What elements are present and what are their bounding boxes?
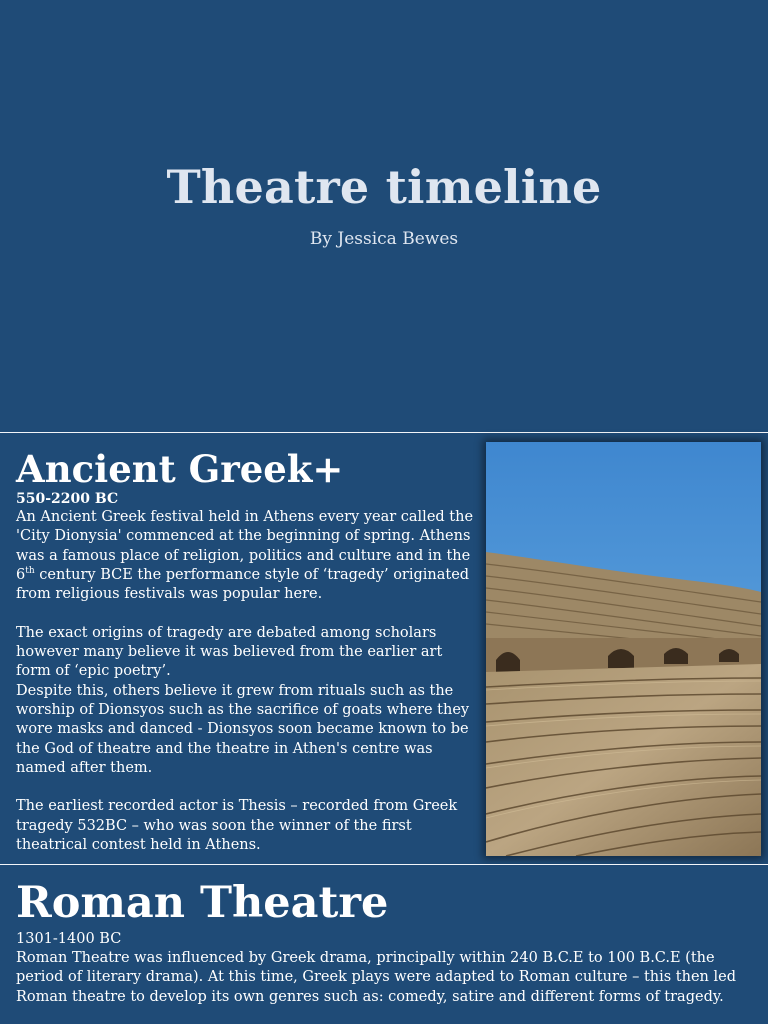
author-subtitle: By Jessica Bewes (309, 229, 459, 249)
title-slide (0, 0, 768, 432)
section-heading: Ancient Greek+ (16, 447, 344, 491)
section-dates: 550-2200 BC (16, 491, 119, 507)
paragraph: The earliest recorded actor is Thesis – recorded from Greek tragedy 532BC – who was soon the winner of the first theatrical contest held in Athens. (16, 798, 458, 854)
paragraph-text: An Ancient Greek festival held in Athens every year called the 'City Dionysia' commenced at the beginning of spring. Athens was a famous place of religion, politics and culture and in the 6 (16, 509, 474, 583)
section-body: Roman Theatre was influenced by Greek drama, principally within 240 B.C.E to 100 B.C.E (the period of literary drama). At this time, Greek plays were adapted to Roman culture – this then led Roman theatre to develop its own genres such as: comedy, satire and different forms of tragedy. (16, 950, 736, 1005)
ancient-greek-slide (0, 434, 768, 864)
paragraph: Despite this, others believe it grew from rituals such as the worship of Dionsyos such as the sacrifice of goats where they wore masks and danced - Dionsyos soon became known to be the God of theatre and the theatre in Athen's centre was named after them. (16, 682, 470, 776)
section-body (16, 508, 478, 855)
slide-divider (0, 432, 768, 433)
paragraph-text: century BCE the performance style of ‘tragedy’ originated from religious festivals was popular here. (16, 566, 470, 603)
paragraph (16, 508, 478, 604)
section-dates: 1301-1400 BC (16, 931, 122, 947)
slide-divider (0, 864, 768, 865)
section-heading: Roman Theatre (16, 878, 389, 928)
amphitheatre-photo (486, 442, 761, 856)
paragraph: The exact origins of tragedy are debated among scholars however many believe it was believed from the earlier art form of ‘epic poetry’. (16, 624, 443, 680)
presentation-title: Theatre timeline (166, 160, 602, 214)
roman-theatre-slide (0, 866, 768, 1024)
superscript: th (25, 566, 35, 577)
